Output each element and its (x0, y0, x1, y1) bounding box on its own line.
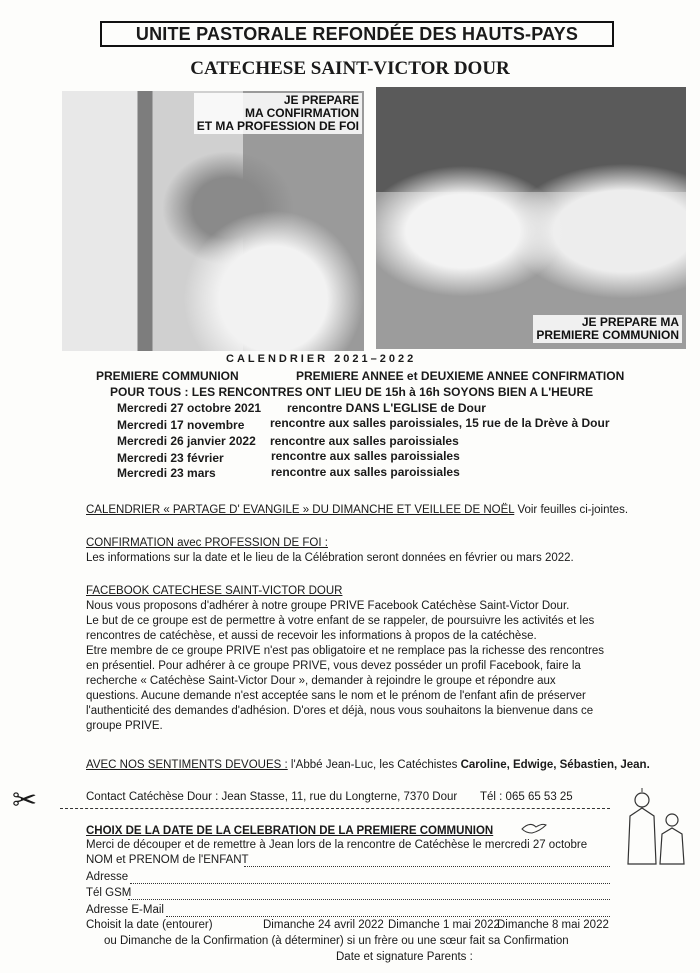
calendar-heading: CALENDRIER 2021–2022 (226, 353, 417, 365)
address-field[interactable] (130, 883, 610, 884)
confirmation-label: CONFIRMATION avec PROFESSION DE FOI : (86, 537, 328, 549)
address-label: Adresse (86, 871, 129, 883)
email-field[interactable] (166, 916, 610, 917)
communion-photo-caption: JE PREPARE MA PREMIERE COMMUNION (533, 315, 682, 343)
calendar-row-date: Mercredi 23 mars (117, 466, 216, 480)
date-option-3[interactable]: Dimanche 8 mai 2022 (497, 919, 609, 931)
evangile-label: CALENDRIER « PARTAGE D' EVANGILE » DU DIMANCHE ET VEILLEE DE NOËL (86, 504, 515, 516)
calendar-row-desc: rencontre aux salles paroissiales (271, 449, 460, 463)
sentiments-text: l'Abbé Jean-Luc, les Catéchistes (287, 759, 461, 771)
scissors-icon: ✂ (12, 784, 38, 817)
facebook-label: FACEBOOK CATECHESE SAINT-VICTOR DOUR (86, 585, 343, 597)
contact-text: Contact Catéchèse Dour : Jean Stasse, 11, rue du Longterne, 7370 Dour (86, 791, 458, 803)
calendar-row-date: Mercredi 23 février (117, 451, 224, 465)
gsm-label: Tél GSM (86, 887, 132, 899)
page-title: UNITE PASTORALE REFONDÉE DES HAUTS-PAYS (100, 21, 614, 47)
calendar-row-desc: rencontre DANS L'EGLISE de Dour (287, 401, 486, 415)
catechists-names: Caroline, Edwige, Sébastien, Jean. (460, 759, 650, 771)
date-option-2[interactable]: Dimanche 1 mai 2022 (388, 919, 500, 931)
contact-tel: Tél : 065 65 53 25 (480, 791, 573, 803)
gsm-field[interactable] (128, 899, 610, 900)
facebook-paragraph: Nous vous proposons d'adhérer à notre groupe PRIVE Facebook Catéchèse Saint-Victor Dour. Le but de ce groupe est de permettre à votre enfant de se rappeler, de poursuivre les activités et les rencontres de catéchèse, et aussi de recevoir les informations à propos de la catéchèse. Etre membre de ce groupe PRIVE n'est pas obligatoire et ne remplace pas la richesse des rencontres en présentiel. Pour adhérer à ce groupe PRIVE, vous devez posséder un profil Facebook, faire la recherche « Catéchèse Saint-Victor Dour », demander à rejoindre le groupe et répondre aux questions. Aucune demande n'est acceptée sans le nom et le prénom de l'enfant afin de préserver l'authenticité des demandes d'adhésion. D'ores et déjà, nous vous souhaitons la bienvenue dans ce groupe PRIVE. (86, 600, 605, 732)
sentiments-label: AVEC NOS SENTIMENTS DEVOUES : (86, 759, 288, 771)
evangile-line (86, 503, 628, 518)
calendar-row-date: Mercredi 26 janvier 2022 (117, 434, 256, 448)
calendar-row-date: Mercredi 17 novembre (117, 418, 245, 432)
calendar-row-desc: rencontre aux salles paroissiales, 15 rue de la Drève à Dour (270, 416, 610, 430)
calendar-note: POUR TOUS : LES RENCONTRES ONT LIEU DE 15h à 16h SOYONS BIEN A L'HEURE (110, 385, 594, 399)
communion-photo (376, 87, 686, 349)
confirmation-photo (62, 91, 364, 351)
calendar-col-communion: PREMIERE COMMUNION (96, 369, 239, 383)
date-option-1[interactable]: Dimanche 24 avril 2022 (263, 919, 384, 931)
email-label: Adresse E-Mail (86, 904, 164, 916)
page-subtitle: CATECHESE SAINT-VICTOR DOUR (190, 58, 510, 79)
confirmation-photo-caption: JE PREPARE MA CONFIRMATION ET MA PROFESSION DE FOI (194, 93, 362, 134)
form-intro: Merci de découper et de remettre à Jean lors de la rencontre de Catéchèse le mercredi 27 octobre (86, 839, 588, 851)
form-heading: CHOIX DE LA DATE DE LA CELEBRATION DE LA PREMIERE COMMUNION (86, 825, 494, 837)
evangile-rest: Voir feuilles ci-jointes. (514, 504, 629, 516)
parent-signature-label: Date et signature Parents : (336, 951, 473, 963)
choose-date-label: Choisit la date (entourer) (86, 919, 213, 931)
communion-clipart (612, 786, 692, 866)
sentiments-line (86, 758, 650, 773)
child-name-label: NOM et PRENOM de l'ENFANT (86, 854, 249, 866)
calendar-row-date: Mercredi 27 octobre 2021 (117, 401, 262, 415)
calendar-row-desc: rencontre aux salles paroissiales (271, 465, 460, 479)
confirmation-date-option[interactable]: ou Dimanche de la Confirmation (à déterminer) si un frère ou une sœur fait sa Confirmation (104, 935, 569, 947)
calendar-row-desc: rencontre aux salles paroissiales (270, 434, 459, 448)
child-name-field[interactable] (244, 866, 610, 867)
confirmation-text: Les informations sur la date et le lieu de la Célébration seront données en février ou mars 2022. (86, 552, 574, 564)
calendar-col-confirmation: PREMIERE ANNEE et DEUXIEME ANNEE CONFIRMATION (296, 369, 625, 383)
dove-icon (520, 819, 548, 837)
cut-line (60, 808, 610, 809)
